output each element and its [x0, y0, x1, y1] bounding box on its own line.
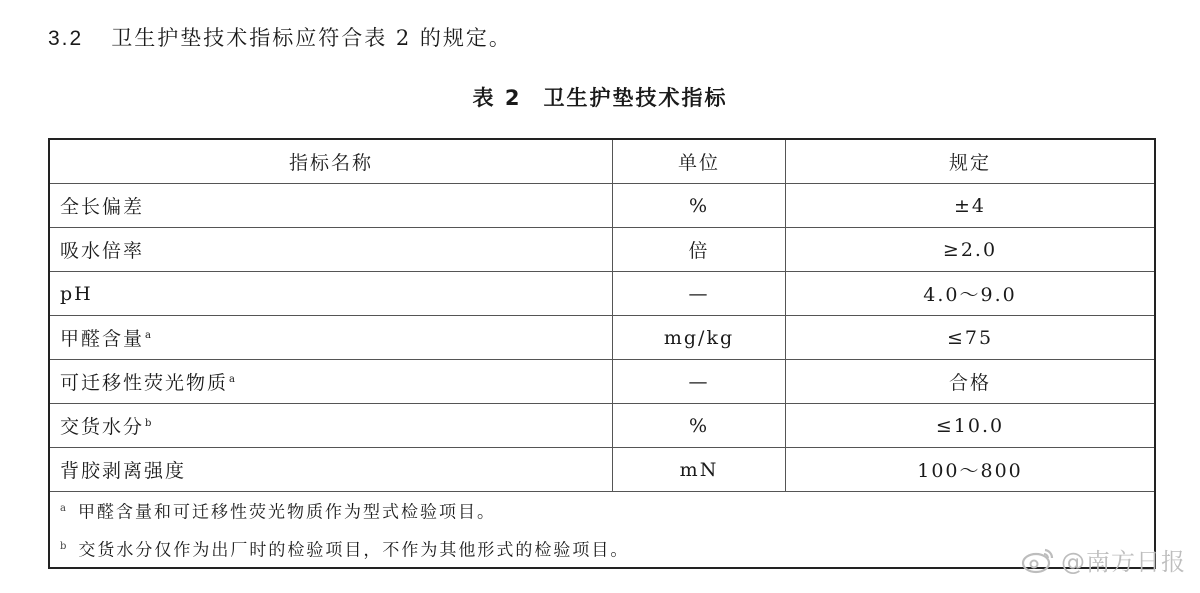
cell-unit: % — [613, 184, 786, 228]
spec-table — [48, 138, 1156, 569]
cell-indicator — [49, 448, 613, 492]
table-row — [49, 360, 1155, 404]
indicator-label: 背胶剥离强度 — [60, 460, 187, 482]
header-name: 指标名称 — [49, 139, 613, 184]
note-a — [60, 492, 1144, 530]
cell-indicator — [49, 404, 613, 448]
cell-requirement: ≥2.0 — [786, 228, 1156, 272]
cell-requirement: ±4 — [786, 184, 1156, 228]
footnote-mark: a — [145, 329, 153, 341]
watermark-text: @南方日报 — [1061, 548, 1186, 576]
cell-requirement: 4.0～9.0 — [786, 272, 1156, 316]
table-notes — [49, 492, 1155, 569]
cell-requirement: 合格 — [786, 360, 1156, 404]
indicator-label: 交货水分 — [60, 416, 145, 438]
cell-requirement: 100～800 — [786, 448, 1156, 492]
table-row — [49, 228, 1155, 272]
cell-requirement: ≤10.0 — [786, 404, 1156, 448]
cell-unit: mg/kg — [613, 316, 786, 360]
note-mark: b — [60, 540, 69, 552]
cell-indicator — [49, 316, 613, 360]
table-row — [49, 404, 1155, 448]
indicator-label: pH — [60, 282, 93, 305]
note-b — [60, 530, 1144, 568]
section-number: 3.2 — [48, 27, 84, 50]
footnote-mark: a — [229, 373, 237, 385]
header-requirement: 规定 — [786, 139, 1156, 184]
indicator-label: 全长偏差 — [60, 196, 145, 218]
cell-requirement: ≤75 — [786, 316, 1156, 360]
table-header-row — [49, 139, 1155, 184]
watermark — [1021, 542, 1186, 577]
note-text: 交货水分仅作为出厂时的检验项目，不作为其他形式的检验项目。 — [78, 540, 630, 561]
table-row — [49, 448, 1155, 492]
note-text: 甲醛含量和可迁移性荧光物质作为型式检验项目。 — [77, 502, 496, 523]
indicator-label: 甲醛含量 — [60, 328, 145, 350]
cell-indicator — [49, 228, 613, 272]
table-row — [49, 272, 1155, 316]
table-title: 卫生护垫技术指标 — [543, 86, 728, 110]
table-row — [49, 184, 1155, 228]
cell-unit: — — [613, 272, 786, 316]
indicator-label: 可迁移性荧光物质 — [60, 372, 229, 394]
cell-indicator — [49, 272, 613, 316]
indicator-label: 吸水倍率 — [60, 240, 145, 262]
weibo-icon — [1021, 546, 1055, 574]
header-unit: 单位 — [613, 139, 786, 184]
cell-unit: — — [613, 360, 786, 404]
cell-indicator — [49, 184, 613, 228]
table-number: 表 2 — [472, 86, 522, 110]
table-caption — [0, 82, 1200, 112]
section-text: 卫生护垫技术指标应符合表 2 的规定。 — [111, 26, 512, 50]
section-clause — [48, 22, 512, 52]
table-row — [49, 316, 1155, 360]
cell-unit: % — [613, 404, 786, 448]
cell-indicator — [49, 360, 613, 404]
cell-unit: 倍 — [613, 228, 786, 272]
cell-unit: mN — [613, 448, 786, 492]
note-mark: a — [60, 503, 68, 514]
notes-row — [49, 492, 1155, 569]
footnote-mark: b — [145, 417, 154, 429]
